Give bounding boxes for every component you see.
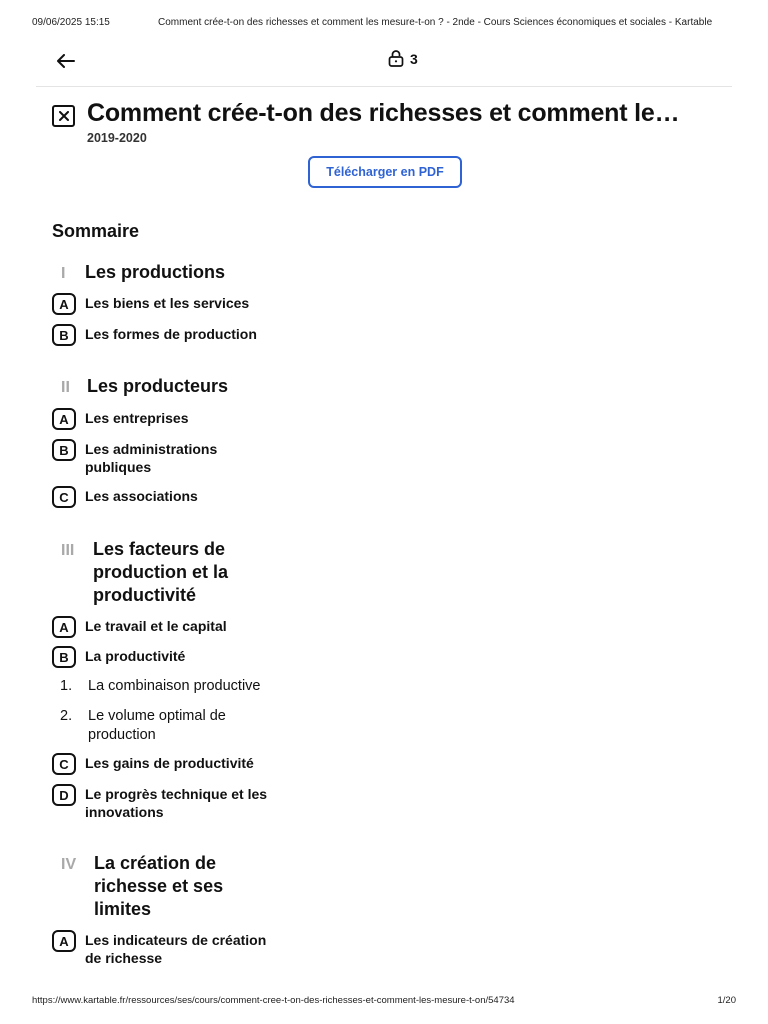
summary-item-label: Le progrès technique et les innovations bbox=[85, 786, 268, 820]
item-letter-badge: A bbox=[52, 408, 76, 430]
print-page-number: 1/20 bbox=[717, 995, 736, 1006]
print-footer bbox=[32, 995, 736, 1006]
item-letter-badge: C bbox=[52, 753, 76, 775]
subitem-number: 1. bbox=[60, 678, 73, 694]
summary-item[interactable] bbox=[52, 646, 285, 668]
summary-item-label: Les administrations publiques bbox=[85, 441, 218, 475]
item-letter-badge: A bbox=[52, 293, 76, 315]
section-number: III bbox=[61, 542, 75, 559]
summary-item[interactable] bbox=[52, 408, 285, 430]
summary-item-label: La productivité bbox=[85, 648, 186, 664]
section-title[interactable]: Les facteurs de production et la productivité bbox=[93, 539, 228, 605]
summary-subitem[interactable] bbox=[60, 707, 248, 745]
lock-icon bbox=[388, 50, 404, 67]
summary-item[interactable] bbox=[52, 930, 280, 967]
print-url: https://www.kartable.fr/ressources/ses/cours/comment-cree-t-on-des-richesses-et-comment-les-mesure-t-on/54734 bbox=[32, 995, 515, 1006]
subitem-number: 2. bbox=[60, 708, 73, 724]
summary-item-label: Les associations bbox=[85, 488, 198, 504]
close-icon bbox=[59, 111, 69, 121]
print-doc-title: Comment crée-t-on des richesses et comment les mesure-t-on ? - 2nde - Cours Sciences économiques et sociales - Kartable bbox=[158, 17, 713, 28]
summary-item[interactable] bbox=[52, 439, 245, 476]
section-number: IV bbox=[61, 856, 77, 873]
summary-item-label: Les entreprises bbox=[85, 410, 189, 426]
summary-subitem[interactable] bbox=[60, 677, 288, 696]
school-year: 2019-2020 bbox=[87, 131, 147, 145]
section-number: II bbox=[61, 379, 70, 396]
subitem-label: Le volume optimal de production bbox=[88, 708, 226, 743]
item-letter-badge: A bbox=[52, 616, 76, 638]
close-button[interactable] bbox=[52, 105, 75, 127]
item-letter-badge: C bbox=[52, 486, 76, 508]
print-datetime: 09/06/2025 15:15 bbox=[32, 17, 110, 28]
item-letter-badge: B bbox=[52, 439, 76, 461]
section-number: I bbox=[61, 265, 66, 282]
summary-item-label: Le travail et le capital bbox=[85, 618, 227, 634]
section-title[interactable]: La création de richesse et ses limites bbox=[94, 853, 224, 919]
page-title: Comment crée-t-on des richesses et comment le… bbox=[87, 99, 680, 127]
summary-item-label: Les biens et les services bbox=[85, 295, 250, 311]
arrow-left-icon bbox=[57, 54, 75, 68]
summary-item[interactable] bbox=[52, 616, 285, 638]
locked-count[interactable] bbox=[388, 50, 418, 67]
item-letter-badge: B bbox=[52, 324, 76, 346]
download-pdf-button[interactable]: Télécharger en PDF bbox=[308, 156, 462, 188]
summary-item-label: Les gains de productivité bbox=[85, 755, 254, 771]
summary-item[interactable] bbox=[52, 293, 285, 315]
print-header bbox=[32, 17, 732, 28]
summary-item[interactable] bbox=[52, 753, 285, 775]
summary-item-label: Les indicateurs de création de richesse bbox=[85, 932, 267, 966]
item-letter-badge: B bbox=[52, 646, 76, 668]
summary-item[interactable] bbox=[52, 324, 285, 346]
section-title[interactable]: Les producteurs bbox=[87, 376, 229, 396]
summary-title: Sommaire bbox=[52, 221, 140, 241]
subitem-label: La combinaison productive bbox=[88, 678, 261, 694]
item-letter-badge: D bbox=[52, 784, 76, 806]
item-letter-badge: A bbox=[52, 930, 76, 952]
section-title[interactable]: Les productions bbox=[85, 262, 226, 282]
summary-item-label: Les formes de production bbox=[85, 326, 257, 342]
lock-count: 3 bbox=[410, 50, 418, 67]
back-button[interactable] bbox=[54, 49, 78, 73]
summary-item[interactable] bbox=[52, 486, 285, 508]
top-bar bbox=[36, 44, 732, 87]
summary-item[interactable] bbox=[52, 784, 280, 821]
